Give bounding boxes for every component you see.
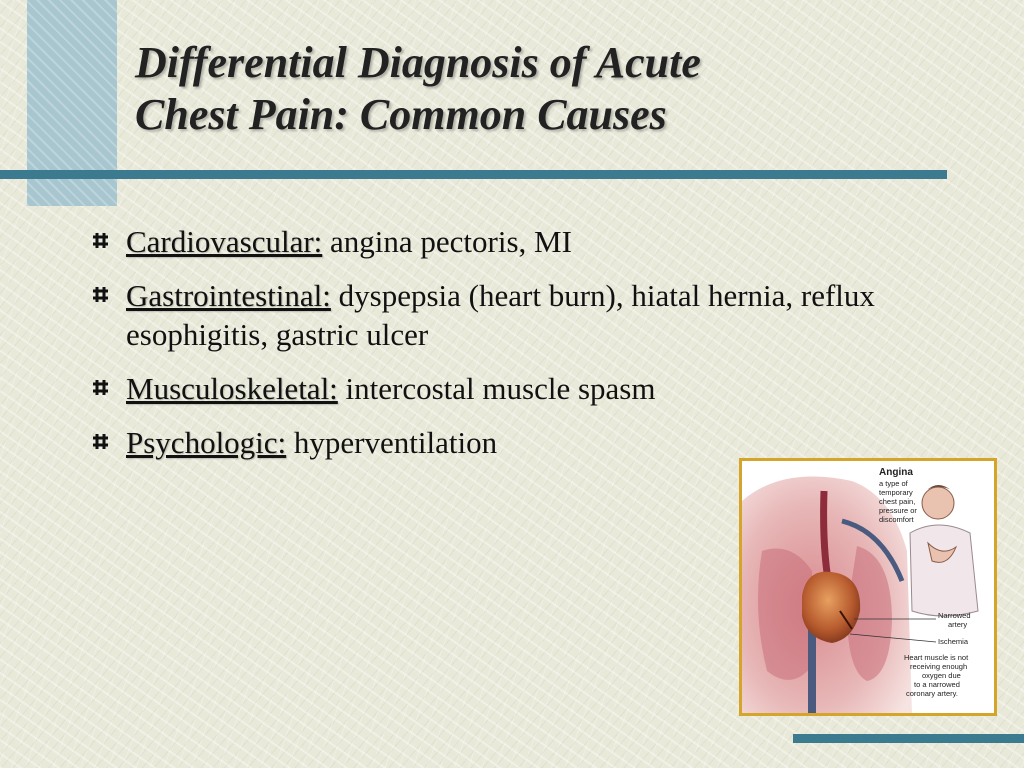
figure-note-line: coronary artery. (906, 689, 958, 698)
person-head-shape (922, 487, 954, 519)
figure-caption-line: temporary (879, 488, 913, 497)
ischemia-label: Ischemia (938, 637, 969, 646)
bullet-item-musculoskeletal (92, 369, 952, 408)
narrowed-artery-label: artery (948, 620, 968, 629)
bullet-list (92, 222, 952, 477)
narrowed-artery-label: Narrowed (938, 611, 971, 620)
figure-note-line: receiving enough (910, 662, 968, 671)
bullet-text: intercostal muscle spasm (345, 371, 656, 406)
angina-illustration-drawing (742, 461, 994, 713)
bullet-text: angina pectoris, MI (330, 224, 572, 259)
figure-caption-line: chest pain, (879, 497, 916, 506)
footer-divider-rule (793, 734, 1024, 743)
hash-bullet-icon (92, 232, 109, 249)
person-shirt-shape (910, 525, 978, 616)
hash-bullet-icon (92, 379, 109, 396)
figure-title: Angina (879, 467, 913, 478)
slide-title-line-1: Differential Diagnosis of Acute (135, 38, 701, 87)
hash-bullet-icon (92, 286, 109, 303)
figure-caption-line: a type of (879, 479, 908, 488)
figure-note-line: oxygen due (922, 671, 961, 680)
bullet-text: dyspepsia (heart burn), hiatal hernia, reflux esophigitis, gastric ulcer (126, 278, 875, 352)
bullet-item-psychologic (92, 423, 952, 462)
bullet-term: Gastrointestinal: (126, 278, 331, 313)
figure-caption-line: discomfort (879, 515, 914, 524)
slide-title (135, 37, 935, 141)
slide-title-line-2: Chest Pain: Common Causes (135, 90, 667, 139)
title-divider-rule (0, 170, 947, 179)
bullet-term: Psychologic: (126, 425, 287, 460)
figure-note-line: to a narrowed (914, 680, 960, 689)
bullet-text: hyperventilation (293, 425, 498, 460)
figure-note-line: Heart muscle is not (904, 653, 969, 662)
bullet-term: Musculoskeletal: (126, 371, 338, 406)
bullet-item-gastrointestinal (92, 276, 952, 354)
angina-illustration (739, 458, 997, 716)
bullet-term: Cardiovascular: (126, 224, 323, 259)
figure-caption-line: pressure or (879, 506, 917, 515)
hash-bullet-icon (92, 433, 109, 450)
bullet-item-cardiovascular (92, 222, 952, 261)
